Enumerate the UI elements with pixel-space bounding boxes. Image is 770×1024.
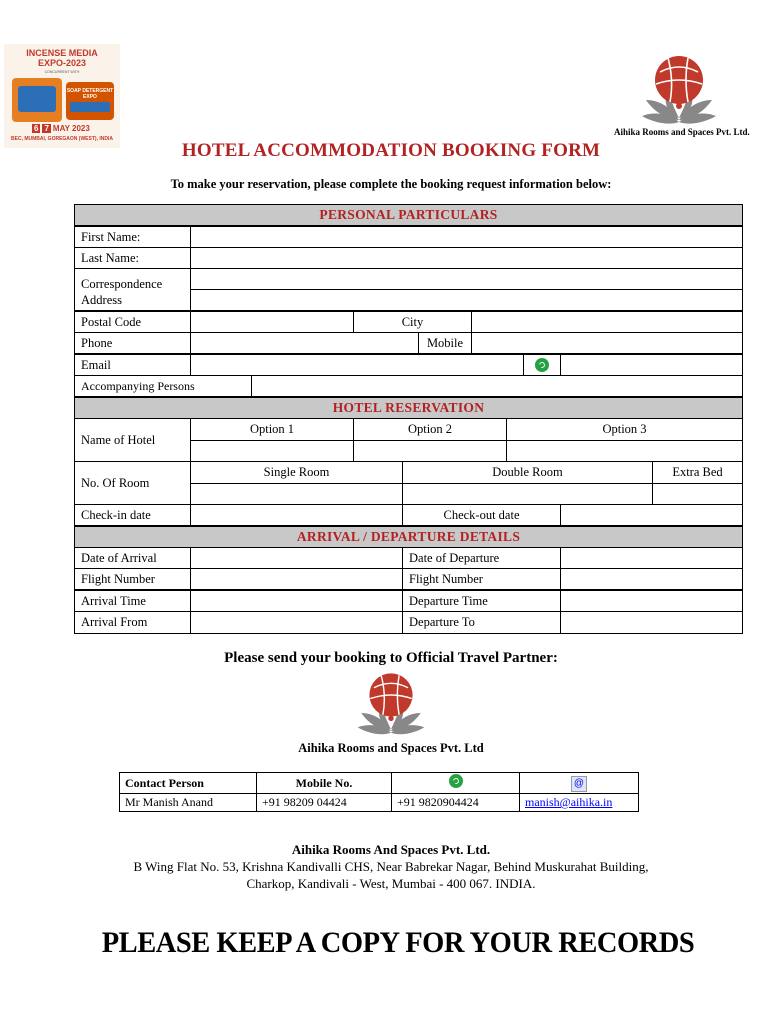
departure-time-label: Departure Time [402,590,561,612]
first-name-label: First Name: [74,226,191,248]
option-1-label: Option 1 [190,418,354,441]
check-in-field[interactable] [190,504,403,526]
send-heading: Please send your booking to Official Travel Partner: [224,650,558,666]
double-room-label: Double Room [402,461,653,484]
address-field-2[interactable] [190,289,743,311]
contact-mobile: +91 98209 04424 [257,794,392,812]
departure-flight-field[interactable] [560,568,743,590]
expo-date-day1: 6 [34,124,39,133]
single-room-label: Single Room [190,461,403,484]
footer-note: PLEASE KEEP A COPY FOR YOUR RECORDS [101,926,695,959]
address-line-1: B Wing Flat No. 53, Krishna Kandivalli CHS, Near Babrekar Nagar, Behind Muskurahat Building, [133,859,649,874]
contact-person-header: Contact Person [120,773,257,794]
section-arrival: ARRIVAL / DEPARTURE DETAILS [74,526,743,548]
city-field[interactable] [471,311,743,333]
expo-date-month: MAY 2023 [52,124,90,133]
arrival-flight-field[interactable] [190,568,403,590]
address-line-2: Charkop, Kandivali - West, Mumbai - 400 067. INDIA. [246,876,536,891]
whatsapp-icon [535,358,549,372]
double-room-field[interactable] [402,483,653,505]
expo-date [32,124,90,133]
address-field-1[interactable] [190,268,743,290]
expo-venue: BEC, MUMBAI, GOREGAON (WEST), INDIA [11,136,113,142]
last-name-field[interactable] [190,247,743,269]
departure-date-field[interactable] [560,547,743,569]
whatsapp-icon [449,774,463,788]
accompanying-label: Accompanying Persons [74,375,252,397]
partner-name: Aihika Rooms and Spaces Pvt. Ltd [298,741,484,755]
email-field[interactable] [190,354,524,376]
departure-to-label: Departure To [402,611,561,634]
email-label: Email [74,354,191,376]
whatsapp-header [392,773,520,794]
contact-row [120,794,639,812]
expo-badge-text: SOAP DETERGENT EXPO [66,88,114,100]
postal-code-field[interactable] [190,311,354,333]
departure-date-label: Date of Departure [402,547,561,569]
arrival-flight-label: Flight Number [74,568,191,590]
extra-bed-label: Extra Bed [652,461,743,484]
arrival-from-label: Arrival From [74,611,191,634]
expo-title-2: EXPO-2023 [37,58,87,68]
check-in-label: Check-in date [74,504,191,526]
mobile-field[interactable] [471,332,743,354]
contact-whatsapp: +91 9820904424 [392,794,520,812]
phone-field[interactable] [190,332,419,354]
postal-code-label: Postal Code [74,311,191,333]
contact-table [119,772,639,812]
address-label-1: Correspondence [81,277,163,291]
rooms-label: No. Of Room [74,461,191,505]
option-1-field[interactable] [190,440,354,462]
arrival-time-label: Arrival Time [74,590,191,612]
check-out-label: Check-out date [402,504,561,526]
company-address [0,841,770,892]
extra-bed-field[interactable] [652,483,743,505]
arrival-date-label: Date of Arrival [74,547,191,569]
accompanying-field[interactable] [251,375,743,397]
mobile-header: Mobile No. [257,773,392,794]
arrival-from-field[interactable] [190,611,403,634]
phone-label: Phone [74,332,191,354]
departure-to-field[interactable] [560,611,743,634]
company-logo-icon [638,50,720,130]
address-label-2: Address [81,293,122,307]
expo-badge-right [66,82,114,120]
form-intro: To make your reservation, please complete the booking request information below: [170,177,612,191]
expo-title-1: INCENSE MEDIA [26,48,98,58]
contact-email-link[interactable]: manish@aihika.in [525,795,613,809]
partner-logo-icon [348,668,434,740]
first-name-field[interactable] [190,226,743,248]
company-logo-caption: Aihika Rooms and Spaces Pvt. Ltd. [614,127,750,137]
whatsapp-field[interactable] [560,354,743,376]
departure-flight-label: Flight Number [402,568,561,590]
last-name-label: Last Name: [74,247,191,269]
section-hotel: HOTEL RESERVATION [74,397,743,419]
mobile-label: Mobile [418,332,472,354]
expo-date-day2: 7 [44,124,49,133]
form-title: HOTEL ACCOMMODATION BOOKING FORM [181,140,601,161]
contact-email-cell [520,794,639,812]
hotel-name-label: Name of Hotel [74,418,191,462]
departure-time-field[interactable] [560,590,743,612]
whatsapp-cell [523,354,561,376]
arrival-date-field[interactable] [190,547,403,569]
expo-logo [4,44,120,148]
option-3-field[interactable] [506,440,743,462]
contact-person: Mr Manish Anand [120,794,257,812]
option-2-field[interactable] [353,440,507,462]
check-out-field[interactable] [560,504,743,526]
option-2-label: Option 2 [353,418,507,441]
email-at-icon: @ [571,776,587,792]
single-room-field[interactable] [190,483,403,505]
city-label: City [353,311,472,333]
arrival-time-field[interactable] [190,590,403,612]
address-company-name: Aihika Rooms And Spaces Pvt. Ltd. [291,842,491,857]
contact-header-row [120,773,639,794]
expo-badge-left [12,78,62,122]
section-personal: PERSONAL PARTICULARS [74,204,743,226]
expo-subtitle: CONCURRENT WITH [44,70,80,74]
address-label [74,268,191,311]
email-header [520,773,639,794]
option-3-label: Option 3 [506,418,743,441]
